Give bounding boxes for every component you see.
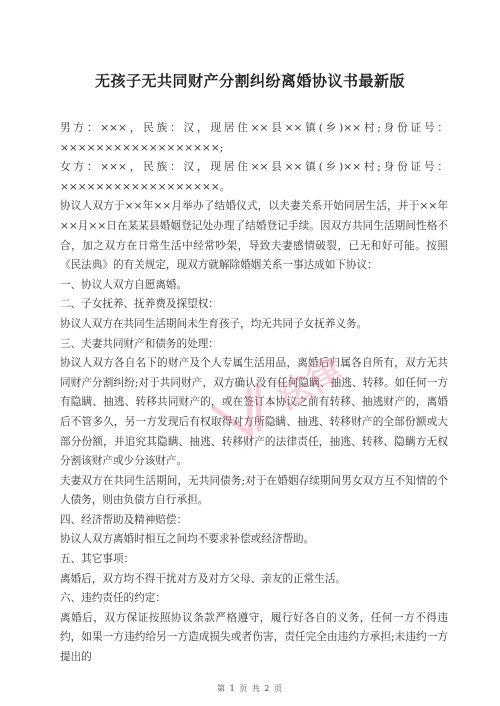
section-3-heading: 三、夫妻共同财产和债务的处理： [60,337,219,350]
section-4-body: 协议人双方离婚时相互之间均不要求补偿或经济帮助。 [60,533,315,546]
section-6-body: 离婚后，双方保证按照协议条款严格遵守，履行好各自的义务，任何一方不得违约，如果一方违约给另一方造成损失或者伤害，责任完全由违约方承担;未违约一方提出的 [60,611,448,664]
section-3-body: 协议人双方各自名下的财产及个人专属生活用品，离婚后归属各自所有，双方无共同财产分割纠纷;对于共同财产，双方确认没有任何隐瞒、抽逃、转移。如任何一方有隐瞒、抽逃、转移共同财产的，或在签订本协议之前有转移、抽逃财产的，离婚后不管多久，另一方发现后有权取得对方所隐瞒、抽逃、转移财产的全部份额或大部分份额，并追究其隐瞒、抽逃、转移财产的法律责任，抽逃、转移、隐瞒方无权分割该财产或少分该财产。 [60,357,448,468]
section-3-debt: 夫妻双方在共同生活期间，无共同债务;对于在婚姻存续期间男女双方互不知情的个人债务，则由负债方自行承担。 [60,474,448,507]
section-5-body: 离婚后，双方均不得干扰对方及对方父母、亲友的正常生活。 [60,572,347,585]
document-title: 无孩子无共同财产分割纠纷离婚协议书最新版 [94,72,405,90]
section-1-heading: 一、协议人双方自愿离婚。 [60,278,188,291]
section-4-heading: 四、经济帮助及精神赔偿： [60,513,188,526]
section-2-heading: 二、子女抚养、抚养费及探望权： [60,298,219,311]
section-6-heading: 六、违约责任的约定： [60,592,166,605]
section-5-heading: 五、其它事项： [60,553,135,566]
paragraph-wife: 女方：×××，民族：汉，现居住××县××镇(乡)××村;身份证号：××××××××××××××××××。 [60,161,448,193]
section-2-body: 协议人双方在共同生活期间未生育孩子，均无共同子女抚养义务。 [60,317,368,330]
paragraph-preamble: 协议人双方于××年××月举办了结婚仪式，以夫妻关系开始同居生活，并于××年××月××日在某某县婚姻登记处办理了结婚登记手续。因双方共同生活期间性格不合，加之双方在日常生活中经常吵架，导致夫妻感情破裂，已无和好可能。按照《民法典》的有关规定，现双方就解除婚姻关系一事达成如下协议： [60,200,448,272]
paragraph-husband: 男方：×××，民族：汉，现居住××县××镇(乡)××村;身份证号：××××××××××××××××××; [60,122,448,154]
watermark-text: 法律 [270,350,350,418]
document-body [60,119,448,668]
page-number: 第 1 页 共 2 页 [217,684,283,693]
